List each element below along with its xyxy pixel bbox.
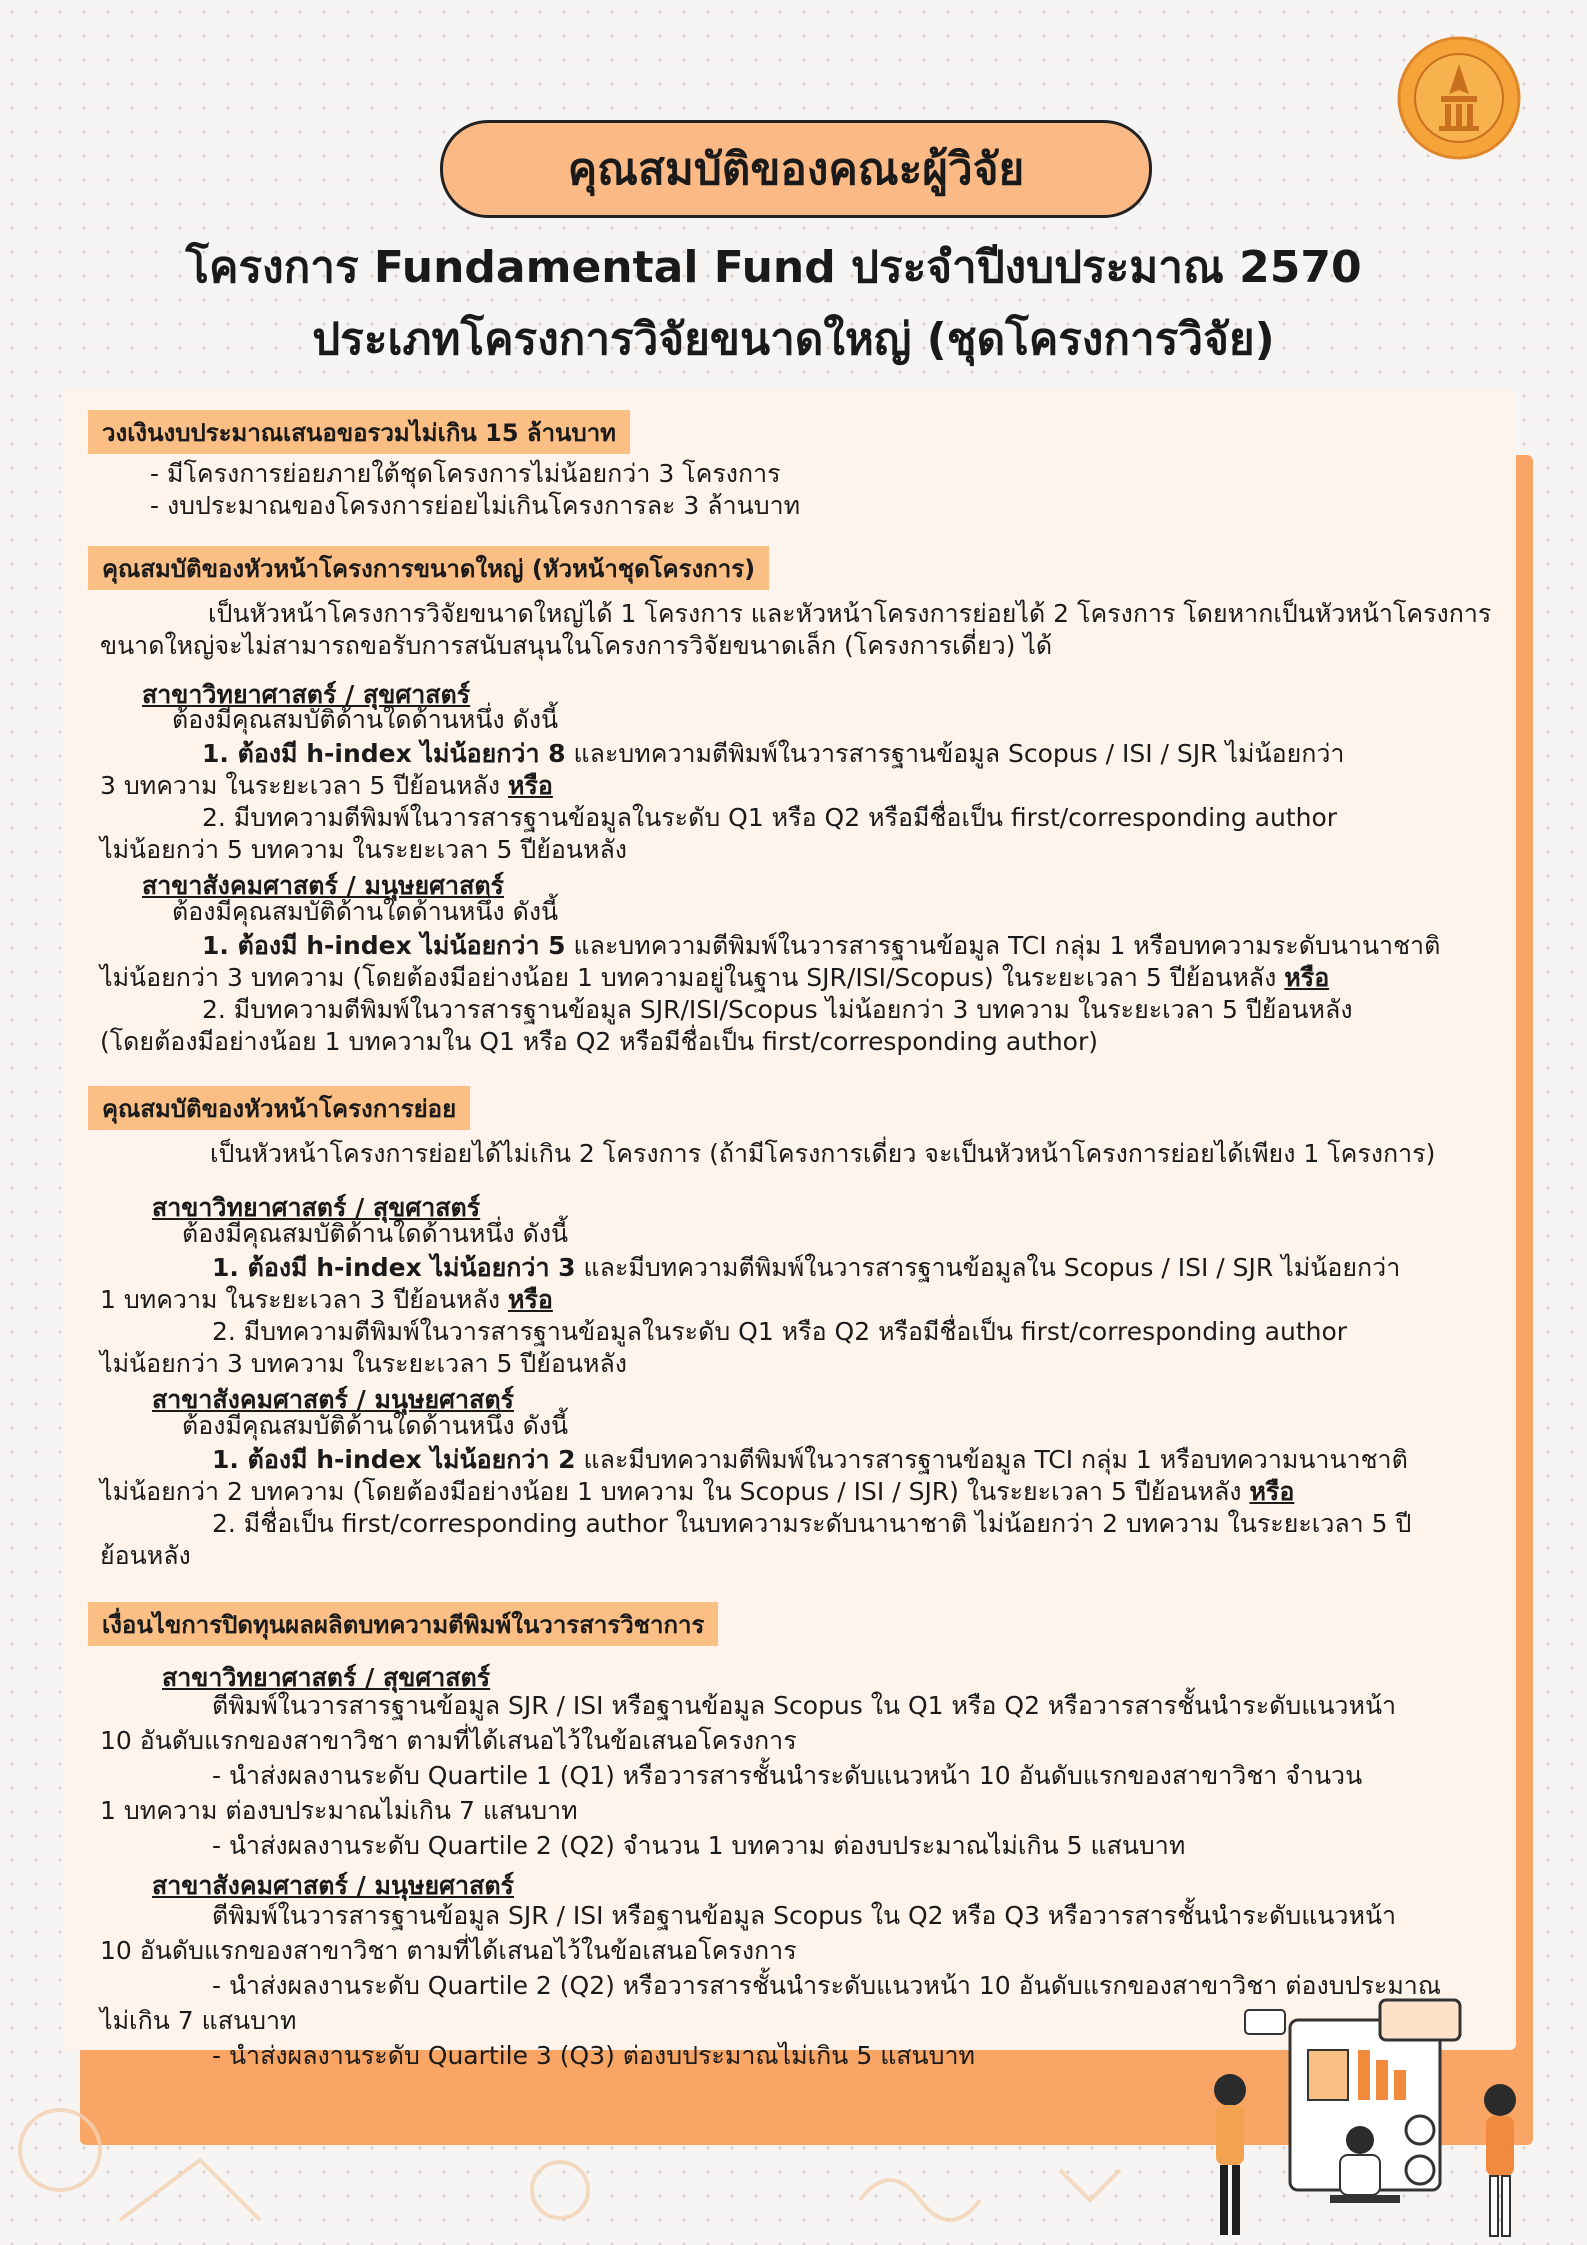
funding-soc-c: - นำส่งผลงานระดับ Quartile 2 (Q2) หรือวารสารชั้นนำระดับแนวหน้า 10 อันดับแรกของสาขาวิชา ต่องบประมาณ (212, 1971, 1442, 2000)
sub-sci-req: ต้องมีคุณสมบัติด้านใดด้านหนึ่ง ดังนี้ (182, 1219, 569, 1248)
lead-sci-req: ต้องมีคุณสมบัติด้านใดด้านหนึ่ง ดังนี้ (172, 705, 559, 734)
funding-soc-e: - นำส่งผลงานระดับ Quartile 3 (Q3) ต่องบประมาณไม่เกิน 5 แสนบาท (212, 2041, 976, 2070)
sub-soc-2b: ย้อนหลัง (100, 1541, 191, 1570)
lead-intro-2: ขนาดใหญ่จะไม่สามารถขอรับการสนับสนุนในโครงการวิจัยขนาดเล็ก (โครงการเดี่ยว) ได้ (100, 631, 1053, 660)
lead-soc-title: สาขาสังคมศาสตร์ / มนุษยศาสตร์ (142, 871, 504, 900)
funding-soc-a: ตีพิมพ์ในวารสารฐานข้อมูล SJR / ISI หรือฐานข้อมูล Scopus ใน Q2 หรือ Q3 หรือวารสารชั้นนำระดับแนวหน้า (212, 1901, 1397, 1930)
funding-soc-title: สาขาสังคมศาสตร์ / มนุษยศาสตร์ (152, 1871, 514, 1900)
sub-soc-req: ต้องมีคุณสมบัติด้านใดด้านหนึ่ง ดังนี้ (182, 1411, 569, 1440)
funding-sci-title: สาขาวิทยาศาสตร์ / สุขศาสตร์ (162, 1663, 491, 1692)
lead-soc-1a: 1. ต้องมี h-index ไม่น้อยกว่า 5 และบทความตีพิมพ์ในวารสารฐานข้อมูล TCI กลุ่ม 1 หรือบทความระดับนานาชาติ (202, 931, 1441, 960)
funding-heading: เงื่อนไขการปิดทุนผลผลิตบทความตีพิมพ์ในวารสารวิชาการ (88, 1602, 718, 1646)
list-item: - งบประมาณของโครงการย่อยไม่เกินโครงการละ 3 ล้านบาท (150, 491, 801, 520)
sub-soc-1b: ไม่น้อยกว่า 2 บทความ (โดยต้องมีอย่างน้อย 1 บทความ ใน Scopus / ISI / SJR) ในระยะเวลา 5 ปีย้อนหลัง หรือ (100, 1477, 1295, 1506)
sub-soc-1a: 1. ต้องมี h-index ไม่น้อยกว่า 2 และมีบทความตีพิมพ์ในวารสารฐานข้อมูล TCI กลุ่ม 1 หรือบทความนานาชาติ (212, 1445, 1408, 1474)
lead-soc-2b: (โดยต้องมีอย่างน้อย 1 บทความใน Q1 หรือ Q2 หรือมีชื่อเป็น first/corresponding author) (100, 1027, 1099, 1056)
funding-sci-e: - นำส่งผลงานระดับ Quartile 2 (Q2) จำนวน 1 บทความ ต่องบประมาณไม่เกิน 5 แสนบาท (212, 1831, 1186, 1860)
thammasat-seal-icon (1395, 34, 1523, 162)
funding-soc-d: ไม่เกิน 7 แสนบาท (100, 2006, 297, 2035)
lead-sci-2b: ไม่น้อยกว่า 5 บทความ ในระยะเวลา 5 ปีย้อนหลัง (100, 835, 627, 864)
sub-sci-1a: 1. ต้องมี h-index ไม่น้อยกว่า 3 และมีบทความตีพิมพ์ในวารสารฐานข้อมูลใน Scopus / ISI / SJR ไม่น้อยกว่า (212, 1253, 1401, 1282)
sub-sci-2a: 2. มีบทความตีพิมพ์ในวารสารฐานข้อมูลในระดับ Q1 หรือ Q2 หรือมีชื่อเป็น first/corresponding author (212, 1317, 1348, 1346)
funding-sci-c: - นำส่งผลงานระดับ Quartile 1 (Q1) หรือวารสารชั้นนำระดับแนวหน้า 10 อันดับแรกของสาขาวิชา จำนวน (212, 1761, 1363, 1790)
funding-soc-b: 10 อันดับแรกของสาขาวิชา ตามที่ได้เสนอไว้ในข้อเสนอโครงการ (100, 1936, 797, 1965)
sub-heading: คุณสมบัติของหัวหน้าโครงการย่อย (88, 1086, 470, 1130)
lead-soc-1b: ไม่น้อยกว่า 3 บทความ (โดยต้องมีอย่างน้อย 1 บทความอยู่ในฐาน SJR/ISI/Scopus) ในระยะเวลา 5 ปีย้อนหลัง หรือ (100, 963, 1330, 992)
sub-soc-2a: 2. มีชื่อเป็น first/corresponding author ในบทความระดับนานาชาติ ไม่น้อยกว่า 2 บทความ ในระยะเวลา 5 ปี (212, 1509, 1412, 1538)
lead-sci-1a: 1. ต้องมี h-index ไม่น้อยกว่า 8 และบทความตีพิมพ์ในวารสารฐานข้อมูล Scopus / ISI / SJR ไม่น้อยกว่า (202, 739, 1345, 768)
sub-sci-title: สาขาวิทยาศาสตร์ / สุขศาสตร์ (152, 1193, 481, 1222)
funding-sci-d: 1 บทความ ต่องบประมาณไม่เกิน 7 แสนบาท (100, 1796, 578, 1825)
lead-sci-1b: 3 บทความ ในระยะเวลา 5 ปีย้อนหลัง หรือ (100, 771, 553, 800)
lead-sci-2a: 2. มีบทความตีพิมพ์ในวารสารฐานข้อมูลในระดับ Q1 หรือ Q2 หรือมีชื่อเป็น first/corresponding author (202, 803, 1338, 832)
sub-sci-2b: ไม่น้อยกว่า 3 บทความ ในระยะเวลา 5 ปีย้อนหลัง (100, 1349, 627, 1378)
funding-sci-a: ตีพิมพ์ในวารสารฐานข้อมูล SJR / ISI หรือฐานข้อมูล Scopus ใน Q1 หรือ Q2 หรือวารสารชั้นนำระดับแนวหน้า (212, 1691, 1397, 1720)
researchers-dashboard-illustration (1190, 1990, 1530, 2245)
lead-soc-req: ต้องมีคุณสมบัติด้านใดด้านหนึ่ง ดังนี้ (172, 897, 559, 926)
lead-intro-1: เป็นหัวหน้าโครงการวิจัยขนาดใหญ่ได้ 1 โครงการ และหัวหน้าโครงการย่อยได้ 2 โครงการ โดยหากเป็นหัวหน้าโครงการ (208, 599, 1492, 628)
subtitle-type: ประเภทโครงการวิจัยขนาดใหญ่ (ชุดโครงการวิจัย) (312, 314, 1275, 365)
sub-intro: เป็นหัวหน้าโครงการย่อยได้ไม่เกิน 2 โครงการ (ถ้ามีโครงการเดี่ยว จะเป็นหัวหน้าโครงการย่อยได้เพียง 1 โครงการ) (210, 1139, 1436, 1168)
budget-heading: วงเงินงบประมาณเสนอขอรวมไม่เกิน 15 ล้านบาท (88, 410, 630, 454)
sub-sci-1b: 1 บทความ ในระยะเวลา 3 ปีย้อนหลัง หรือ (100, 1285, 553, 1314)
list-item: - มีโครงการย่อยภายใต้ชุดโครงการไม่น้อยกว่า 3 โครงการ (150, 459, 781, 488)
subtitle-project: โครงการ Fundamental Fund ประจำปีงบประมาณ 2570 (185, 242, 1362, 293)
funding-sci-b: 10 อันดับแรกของสาขาวิชา ตามที่ได้เสนอไว้ในข้อเสนอโครงการ (100, 1726, 797, 1755)
sub-soc-title: สาขาสังคมศาสตร์ / มนุษยศาสตร์ (152, 1385, 514, 1414)
lead-sci-title: สาขาวิทยาศาสตร์ / สุขศาสตร์ (142, 680, 471, 709)
lead-soc-2a: 2. มีบทความตีพิมพ์ในวารสารฐานข้อมูล SJR/ISI/Scopus ไม่น้อยกว่า 3 บทความ ในระยะเวลา 5 ปีย้อนหลัง (202, 995, 1353, 1024)
lead-heading: คุณสมบัติของหัวหน้าโครงการขนาดใหญ่ (หัวหน้าชุดโครงการ) (88, 546, 769, 590)
page-title: คุณสมบัติของคณะผู้วิจัย (440, 120, 1152, 218)
